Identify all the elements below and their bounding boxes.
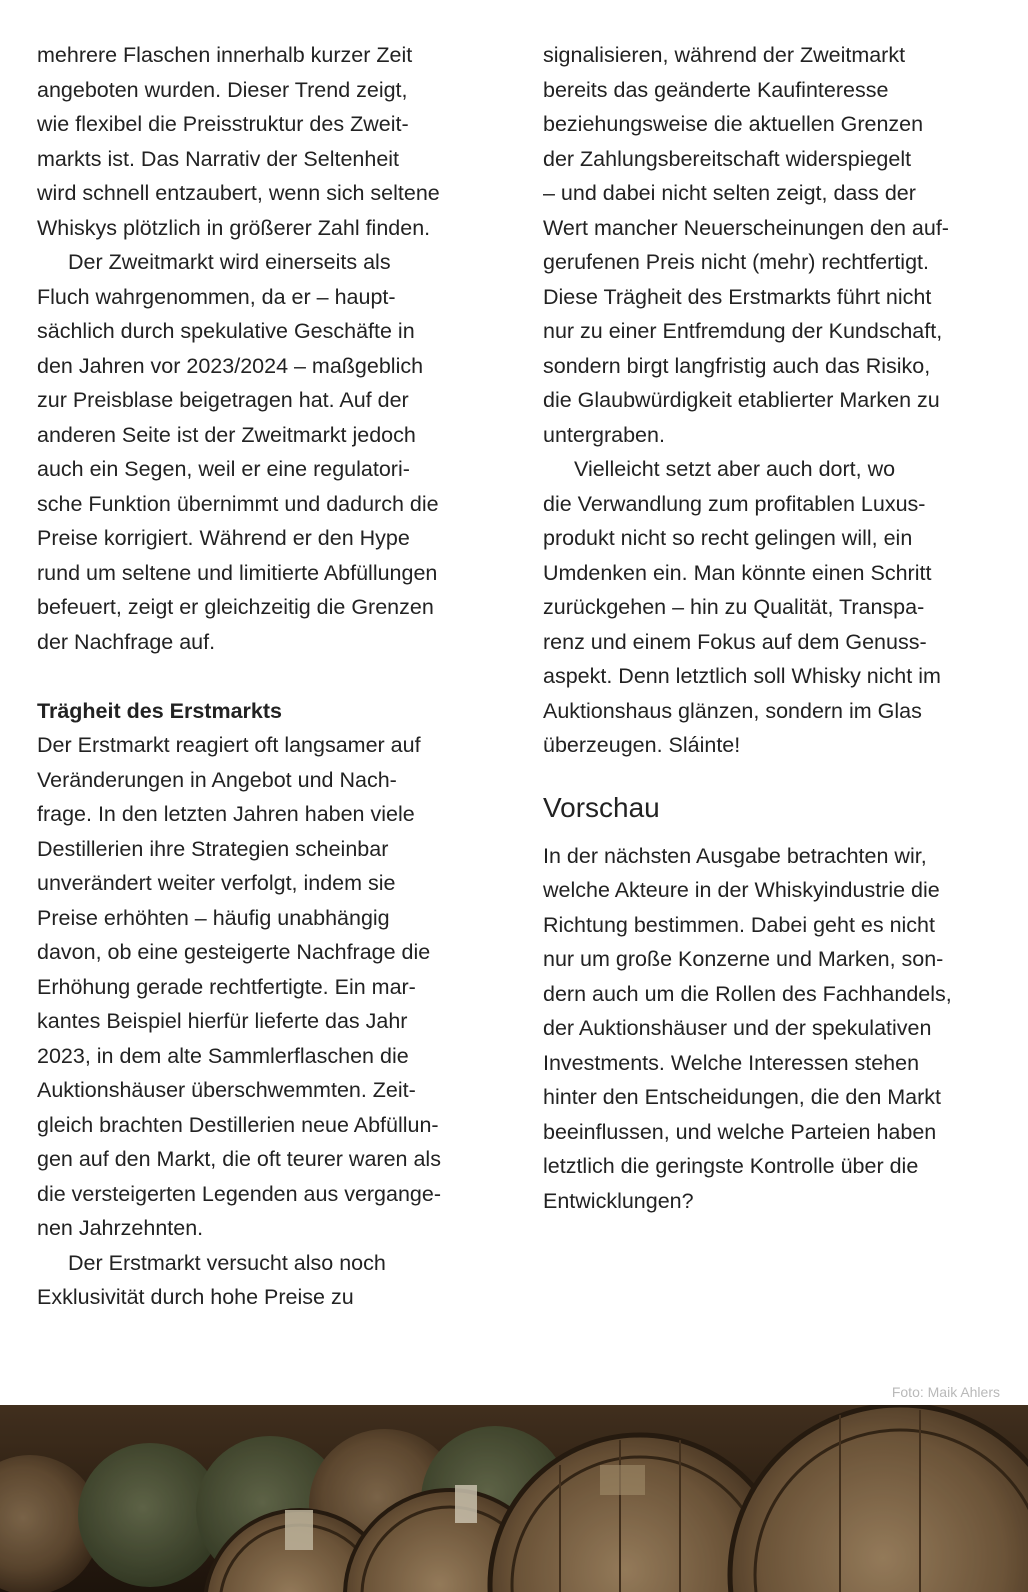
cask-illustration <box>0 1405 1028 1592</box>
text-line: der Nachfrage auf. <box>37 629 216 654</box>
text-line: Der Erstmarkt reagiert oft langsamer auf <box>37 733 421 757</box>
text-line: Exklusivität durch hohe Preise zu <box>37 1285 354 1309</box>
paragraph <box>37 728 512 1246</box>
text-line: Whiskys plötzlich in größerer Zahl finden. <box>37 215 431 240</box>
left-column <box>37 38 512 1315</box>
paragraph <box>37 1246 512 1315</box>
text-line: nur zu einer Entfremdung der Kundschaft, <box>543 319 943 343</box>
paragraph <box>543 38 1013 452</box>
text-line: überzeugen. Sláinte! <box>543 733 741 757</box>
right-column <box>543 38 1013 1218</box>
text-line: die Verwandlung zum profitablen Luxus- <box>543 491 926 516</box>
text-line: zurückgehen – hin zu Qualität, Transpa- <box>543 595 925 619</box>
text-line: beziehungsweise die aktuellen Grenzen <box>543 112 924 136</box>
text-line: aspekt. Denn letztlich soll Whisky nicht im <box>543 664 941 688</box>
text-line: renz und einem Fokus auf dem Genuss- <box>543 629 927 654</box>
text-line: sche Funktion übernimmt und dadurch die <box>37 491 439 516</box>
text-line: davon, ob eine gesteigerte Nachfrage die <box>37 940 431 964</box>
text-line: frage. In den letzten Jahren haben viele <box>37 802 415 826</box>
text-line: wird schnell entzaubert, wenn sich seltene <box>37 181 440 205</box>
text-line: Erhöhung gerade rechtfertigte. Ein mar- <box>37 974 416 999</box>
text-line: letztlich die geringste Kontrolle über die <box>543 1154 919 1178</box>
text-line: kantes Beispiel hierfür lieferte das Jahr <box>37 1009 408 1033</box>
text-line: den Jahren vor 2023/2024 – maßgeblich <box>37 353 424 378</box>
text-line: nur um große Konzerne und Marken, son- <box>543 947 944 971</box>
text-line: Vielleicht setzt aber auch dort, wo <box>574 457 896 481</box>
text-line: produkt nicht so recht gelingen will, ein <box>543 526 913 550</box>
paragraph <box>543 839 1013 1219</box>
text-line: Wert mancher Neuerscheinungen den auf- <box>543 215 949 240</box>
text-line: In der nächsten Ausgabe betrachten wir, <box>543 843 927 868</box>
text-line: unverändert weiter verfolgt, indem sie <box>37 871 396 895</box>
text-line: dern auch um die Rollen des Fachhandels, <box>543 981 952 1006</box>
text-line: gleich brachten Destillerien neue Abfüllun- <box>37 1112 439 1137</box>
text-line: signalisieren, während der Zweitmarkt <box>543 43 906 67</box>
text-line: wie flexibel die Preisstruktur des Zweit- <box>37 112 409 136</box>
text-line: Preise korrigiert. Während er den Hype <box>37 526 410 550</box>
text-line: sächlich durch spekulative Geschäfte in <box>37 319 415 343</box>
text-line: – und dabei nicht selten zeigt, dass der <box>543 181 916 205</box>
text-line: sondern birgt langfristig auch das Risiko, <box>543 353 931 378</box>
text-line: Umdenken ein. Man könnte einen Schritt <box>543 560 932 585</box>
text-line: beeinflussen, und welche Parteien haben <box>543 1119 937 1144</box>
text-line: angeboten wurden. Dieser Trend zeigt, <box>37 77 408 102</box>
text-line: die Glaubwürdigkeit etablierter Marken zu <box>543 388 940 412</box>
text-line: gerufenen Preis nicht (mehr) rechtfertigt. <box>543 250 929 274</box>
text-line: gen auf den Markt, die oft teurer waren als <box>37 1147 441 1171</box>
text-line: Destillerien ihre Strategien scheinbar <box>37 836 389 861</box>
photo-credit: Foto: Maik Ahlers <box>891 1384 1000 1400</box>
text-line: auch ein Segen, weil er eine regulatori- <box>37 457 410 481</box>
text-line: befeuert, zeigt er gleichzeitig die Grenzen <box>37 595 434 619</box>
text-line: Veränderungen in Angebot und Nach- <box>37 767 397 792</box>
text-line: die versteigerten Legenden aus vergange- <box>37 1181 442 1206</box>
text-line: welche Akteure in der Whiskyindustrie die <box>543 878 940 902</box>
text-line: Investments. Welche Interessen stehen <box>543 1050 920 1075</box>
text-line: bereits das geänderte Kaufinteresse <box>543 77 889 102</box>
cask-warehouse-photo <box>0 1405 1028 1592</box>
text-line: mehrere Flaschen innerhalb kurzer Zeit <box>37 43 413 67</box>
text-line: 2023, in dem alte Sammlerflaschen die <box>37 1043 409 1068</box>
text-line: Preise erhöhten – häufig unabhängig <box>37 905 390 930</box>
text-line: zur Preisblase beigetragen hat. Auf der <box>37 388 409 412</box>
text-line: untergraben. <box>543 422 665 447</box>
text-line: anderen Seite ist der Zweitmarkt jedoch <box>37 422 416 447</box>
text-line: Diese Trägheit des Erstmarkts führt nicht <box>543 284 932 309</box>
paragraph <box>37 38 512 245</box>
text-line: Der Erstmarkt versucht also noch <box>68 1250 386 1275</box>
text-line: hinter den Entscheidungen, die den Markt <box>543 1085 942 1109</box>
paragraph <box>37 245 512 659</box>
text-line: der Zahlungsbereitschaft widerspiegelt <box>543 146 912 171</box>
section-heading: Vorschau <box>543 791 660 823</box>
text-line: Der Zweitmarkt wird einerseits als <box>68 250 391 274</box>
text-line: rund um seltene und limitierte Abfüllungen <box>37 560 438 585</box>
paragraph <box>543 452 1013 763</box>
text-line: Auktionshaus glänzen, sondern im Glas <box>543 698 922 723</box>
text-line: Auktionshäuser überschwemmten. Zeit- <box>37 1078 416 1102</box>
text-line: Entwicklungen? <box>543 1188 694 1213</box>
text-line: nen Jahrzehnten. <box>37 1216 204 1240</box>
text-line: der Auktionshäuser und der spekulativen <box>543 1016 932 1040</box>
spacer <box>37 659 512 694</box>
subheading: Trägheit des Erstmarkts <box>37 698 282 723</box>
text-line: Fluch wahrgenommen, da er – haupt- <box>37 284 396 309</box>
text-line: Richtung bestimmen. Dabei geht es nicht <box>543 912 935 937</box>
text-line: markts ist. Das Narrativ der Seltenheit <box>37 146 400 171</box>
